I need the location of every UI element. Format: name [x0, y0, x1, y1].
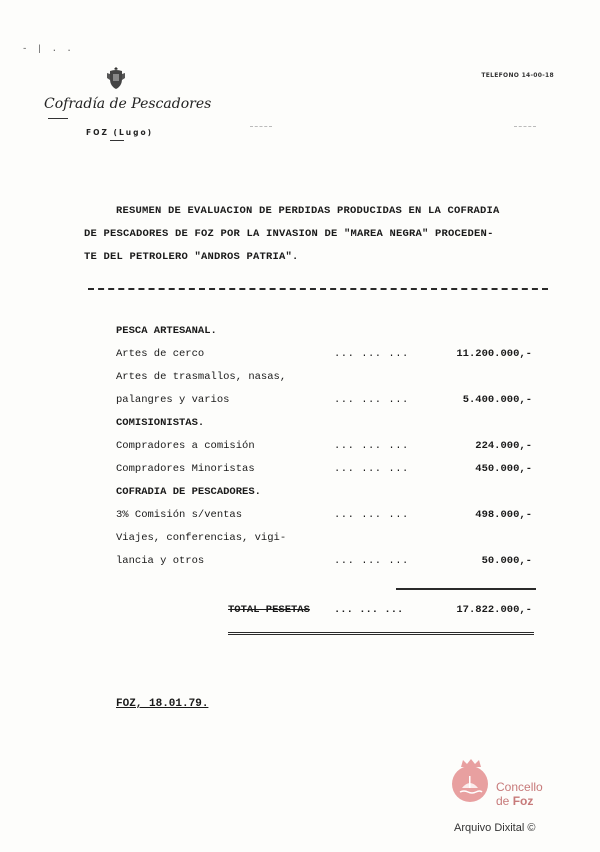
item-amount: 450.000,- [475, 463, 532, 475]
letterhead-place: FOZ (Lugo) [86, 128, 154, 137]
letterhead-name: Cofradía de Pescadores [44, 96, 212, 112]
item-row [116, 527, 546, 550]
item-label: Compradores a comisión [116, 440, 255, 452]
leader-dots: ... ... ... [334, 394, 409, 406]
summary-line-2: DE PESCADORES DE FOZ POR LA INVASION DE "MAREA NEGRA" PROCEDEN- [84, 228, 494, 240]
faint-mark [250, 126, 272, 127]
leader-dots: ... ... ... [334, 440, 409, 452]
section-heading-cofradia: COFRADIA DE PESCADORES. [116, 486, 261, 498]
coat-of-arms-icon [106, 66, 126, 90]
item-row [116, 343, 546, 366]
item-amount: 5.400.000,- [462, 394, 532, 406]
margin-marks: - | . . [22, 44, 74, 54]
total-rule-top [396, 588, 536, 590]
document-date: FOZ, 18.01.79. [116, 698, 209, 710]
loss-items [116, 320, 546, 573]
summary-paragraph [84, 200, 556, 269]
item-amount: 11.200.000,- [456, 348, 532, 360]
total-label: TOTAL PESETAS [228, 604, 310, 616]
leader-dots: ... ... ... [334, 604, 404, 616]
letterhead-rule [48, 118, 68, 119]
faint-mark [514, 126, 536, 127]
item-label: Artes de cerco [116, 348, 205, 360]
item-row [116, 435, 546, 458]
item-label: lancia y otros [116, 555, 205, 567]
item-amount: 50.000,- [481, 555, 532, 567]
leader-dots: ... ... ... [334, 348, 409, 360]
total-amount: 17.822.000,- [456, 604, 532, 616]
item-label: Artes de trasmallos, nasas, [116, 371, 287, 383]
item-label: 3% Comisión s/ventas [116, 509, 243, 521]
separator-line [88, 288, 548, 290]
total-rule-bottom [228, 632, 534, 635]
leader-dots: ... ... ... [334, 555, 409, 567]
item-amount: 498.000,- [475, 509, 532, 521]
item-row [116, 504, 546, 527]
leader-dots: ... ... ... [334, 509, 409, 521]
summary-line-3: TE DEL PETROLERO "ANDROS PATRIA". [84, 251, 299, 263]
item-row [116, 458, 546, 481]
concello-logo-icon [452, 766, 488, 802]
item-row [116, 389, 546, 412]
concello-name: Concello de Foz [496, 780, 543, 808]
leader-dots: ... ... ... [334, 463, 409, 475]
item-row [116, 550, 546, 573]
section-heading-pesca: PESCA ARTESANAL. [116, 325, 217, 337]
summary-line-1: RESUMEN DE EVALUACION DE PERDIDAS PRODUCIDAS EN LA COFRADIA [116, 205, 500, 217]
item-label: Compradores Minoristas [116, 463, 255, 475]
item-label: Viajes, conferencias, vigi- [116, 532, 287, 544]
item-amount: 224.000,- [475, 440, 532, 452]
section-heading-comisionistas: COMISIONISTAS. [116, 417, 205, 429]
crown-icon [460, 758, 482, 768]
letterhead-place-rule [110, 140, 124, 141]
archive-credit: Arquivo Dixital © [454, 822, 536, 834]
telefono-label: TELEFONO 14-00-18 [481, 72, 554, 79]
item-row [116, 366, 546, 389]
item-label: palangres y varios [116, 394, 230, 406]
